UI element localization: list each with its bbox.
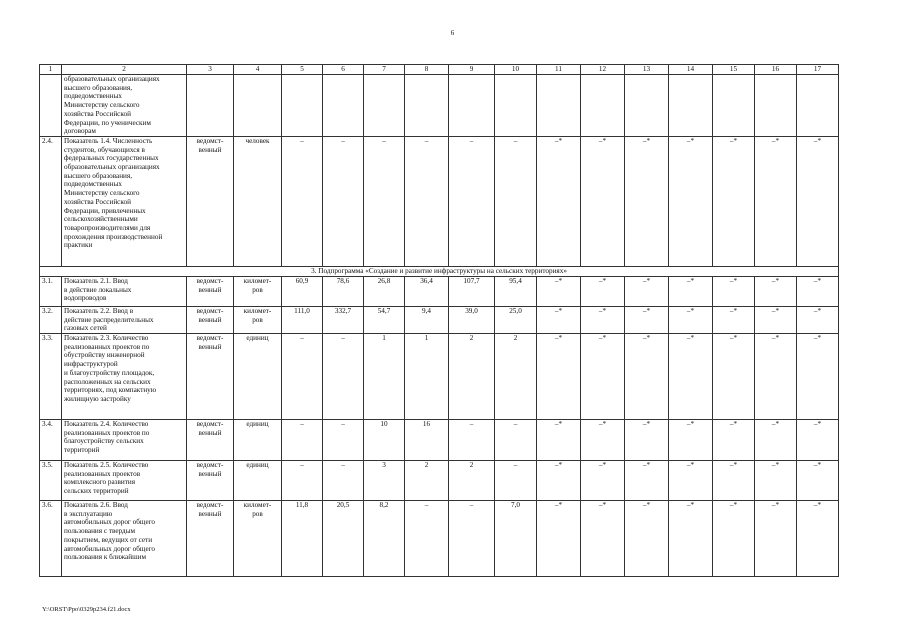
- value-cell: –*: [581, 334, 625, 420]
- indicator-type: [187, 75, 234, 137]
- value-cell: –*: [797, 334, 839, 420]
- value-cell: –*: [713, 420, 755, 461]
- value-cell: –*: [537, 461, 581, 501]
- value-cell: –*: [625, 501, 669, 577]
- value-cell: 11,8: [282, 501, 323, 577]
- value-cell: 25,0: [495, 306, 537, 333]
- value-cell: 111,0: [282, 306, 323, 333]
- column-number: 16: [755, 65, 797, 75]
- value-cell: 39,0: [449, 306, 495, 333]
- value-cell: 2: [449, 334, 495, 420]
- value-cell: [755, 75, 797, 137]
- value-cell: –*: [713, 501, 755, 577]
- value-cell: –*: [669, 306, 713, 333]
- value-cell: [405, 75, 449, 137]
- value-cell: 16: [405, 420, 449, 461]
- value-cell: –*: [797, 420, 839, 461]
- table-row: [40, 75, 839, 137]
- column-number: 7: [364, 65, 405, 75]
- value-cell: 26,8: [364, 276, 405, 306]
- column-number: 12: [581, 65, 625, 75]
- unit-of-measure: единиц: [234, 461, 282, 501]
- column-number: 10: [495, 65, 537, 75]
- value-cell: 1: [405, 334, 449, 420]
- section-heading-row: [40, 266, 839, 276]
- value-cell: 2: [449, 461, 495, 501]
- indicator-name: Показатель 2.4. Количество реализованных проектов по благоустройству сельских территорий: [62, 420, 187, 461]
- value-cell: –*: [537, 136, 581, 266]
- value-cell: –*: [755, 334, 797, 420]
- value-cell: –: [449, 136, 495, 266]
- indicator-name: Показатель 2.2. Ввод в действие распределительных газовых сетей: [62, 306, 187, 333]
- value-cell: [537, 75, 581, 137]
- indicator-name: образовательных организациях высшего образования, подведомственных Министерству сельского хозяйства Российской Федерации, по ученическим договорам: [62, 75, 187, 137]
- value-cell: –: [282, 461, 323, 501]
- row-number: 3.1.: [40, 276, 62, 306]
- value-cell: –*: [713, 136, 755, 266]
- value-cell: –*: [755, 136, 797, 266]
- value-cell: 9,4: [405, 306, 449, 333]
- value-cell: [495, 75, 537, 137]
- value-cell: [625, 75, 669, 137]
- indicator-type: ведомст- венный: [187, 461, 234, 501]
- indicator-type: ведомст- венный: [187, 276, 234, 306]
- value-cell: –*: [625, 276, 669, 306]
- column-number: 1: [40, 65, 62, 75]
- value-cell: 20,5: [323, 501, 364, 577]
- value-cell: –: [323, 461, 364, 501]
- value-cell: 107,7: [449, 276, 495, 306]
- indicator-name: Показатель 1.4. Численность студентов, обучающихся в федеральных государственных образовательных организациях высшего образования, подведомственных Министерству сельского хозяйства Российской Федерации, привлеченных сельскохозяйственными товаропроизводителями для прохождения производственной практики: [62, 136, 187, 266]
- column-number: 8: [405, 65, 449, 75]
- value-cell: –*: [669, 136, 713, 266]
- value-cell: –*: [581, 276, 625, 306]
- value-cell: –*: [755, 276, 797, 306]
- value-cell: [669, 75, 713, 137]
- column-number: 4: [234, 65, 282, 75]
- column-number: 15: [713, 65, 755, 75]
- value-cell: –: [282, 136, 323, 266]
- value-cell: –: [449, 501, 495, 577]
- column-number: 3: [187, 65, 234, 75]
- value-cell: 54,7: [364, 306, 405, 333]
- table-row: [40, 334, 839, 420]
- unit-of-measure: единиц: [234, 420, 282, 461]
- unit-of-measure: [234, 75, 282, 137]
- value-cell: –*: [755, 306, 797, 333]
- value-cell: 2: [405, 461, 449, 501]
- value-cell: [581, 75, 625, 137]
- value-cell: –: [364, 136, 405, 266]
- row-number: 3.4.: [40, 420, 62, 461]
- value-cell: [282, 75, 323, 137]
- value-cell: –: [405, 501, 449, 577]
- value-cell: [797, 75, 839, 137]
- unit-of-measure: человек: [234, 136, 282, 266]
- indicator-type: ведомст- венный: [187, 334, 234, 420]
- value-cell: –*: [581, 501, 625, 577]
- value-cell: –*: [669, 276, 713, 306]
- indicator-name: Показатель 2.5. Количество реализованных проектов комплексного развития сельских территорий: [62, 461, 187, 501]
- value-cell: –*: [537, 276, 581, 306]
- section-heading: 3. Подпрограмма «Создание и развитие инфраструктуры на сельских территориях»: [40, 266, 839, 276]
- table-row: [40, 136, 839, 266]
- page-number: 6: [450, 29, 455, 37]
- value-cell: –*: [537, 420, 581, 461]
- unit-of-measure: километ- ров: [234, 276, 282, 306]
- column-number: 11: [537, 65, 581, 75]
- value-cell: –*: [581, 306, 625, 333]
- indicator-name: Показатель 2.6. Ввод в эксплуатацию автомобильных дорог общего пользования с твердым покрытием, ведущих от сети автомобильных дорог общего пользования к ближайшим: [62, 501, 187, 577]
- value-cell: –*: [537, 334, 581, 420]
- value-cell: 78,6: [323, 276, 364, 306]
- column-number-row: [40, 65, 839, 75]
- table-row: [40, 461, 839, 501]
- column-number: 14: [669, 65, 713, 75]
- value-cell: –*: [713, 306, 755, 333]
- value-cell: [713, 75, 755, 137]
- indicator-name: Показатель 2.1. Ввод в действие локальных водопроводов: [62, 276, 187, 306]
- value-cell: –: [449, 420, 495, 461]
- value-cell: –*: [625, 420, 669, 461]
- value-cell: –*: [797, 461, 839, 501]
- value-cell: –*: [669, 501, 713, 577]
- row-number: 3.5.: [40, 461, 62, 501]
- value-cell: –*: [581, 136, 625, 266]
- value-cell: –*: [669, 334, 713, 420]
- row-number: [40, 75, 62, 137]
- unit-of-measure: километ- ров: [234, 306, 282, 333]
- value-cell: –*: [625, 334, 669, 420]
- column-number: 13: [625, 65, 669, 75]
- value-cell: –: [323, 420, 364, 461]
- row-number: 3.3.: [40, 334, 62, 420]
- value-cell: 10: [364, 420, 405, 461]
- value-cell: –*: [581, 461, 625, 501]
- value-cell: –*: [755, 420, 797, 461]
- value-cell: –*: [713, 461, 755, 501]
- value-cell: –*: [669, 461, 713, 501]
- value-cell: –: [282, 420, 323, 461]
- value-cell: –*: [713, 334, 755, 420]
- value-cell: 2: [495, 334, 537, 420]
- table-row: [40, 420, 839, 461]
- unit-of-measure: километ- ров: [234, 501, 282, 577]
- value-cell: –*: [755, 461, 797, 501]
- file-path-footer: Y:\ORST\Ppo\0329p234.f21.docx: [42, 606, 131, 613]
- indicator-type: ведомст- венный: [187, 501, 234, 577]
- value-cell: –*: [537, 306, 581, 333]
- value-cell: –*: [625, 306, 669, 333]
- indicator-type: ведомст- венный: [187, 306, 234, 333]
- value-cell: 7,0: [495, 501, 537, 577]
- value-cell: –: [495, 420, 537, 461]
- value-cell: 60,9: [282, 276, 323, 306]
- table-row: [40, 306, 839, 333]
- column-number: 9: [449, 65, 495, 75]
- value-cell: –*: [669, 420, 713, 461]
- value-cell: –: [495, 461, 537, 501]
- value-cell: –*: [755, 501, 797, 577]
- value-cell: –*: [797, 136, 839, 266]
- indicator-name: Показатель 2.3. Количество реализованных проектов по обустройству инженерной инфраструктурой и благоустройству площадок, расположенных на сельских территориях, под компактную жилищную застройку: [62, 334, 187, 420]
- value-cell: –*: [797, 276, 839, 306]
- value-cell: –*: [797, 501, 839, 577]
- row-number: 3.6.: [40, 501, 62, 577]
- indicator-type: ведомст- венный: [187, 136, 234, 266]
- row-number: 2.4.: [40, 136, 62, 266]
- value-cell: –: [323, 136, 364, 266]
- value-cell: 8,2: [364, 501, 405, 577]
- value-cell: –*: [713, 276, 755, 306]
- column-number: 17: [797, 65, 839, 75]
- indicator-type: ведомст- венный: [187, 420, 234, 461]
- row-number: 3.2.: [40, 306, 62, 333]
- value-cell: [364, 75, 405, 137]
- value-cell: –*: [581, 420, 625, 461]
- value-cell: –: [323, 334, 364, 420]
- value-cell: –: [405, 136, 449, 266]
- value-cell: 95,4: [495, 276, 537, 306]
- value-cell: 3: [364, 461, 405, 501]
- value-cell: –*: [625, 136, 669, 266]
- value-cell: 332,7: [323, 306, 364, 333]
- column-number: 5: [282, 65, 323, 75]
- value-cell: –*: [625, 461, 669, 501]
- value-cell: [449, 75, 495, 137]
- column-number: 6: [323, 65, 364, 75]
- value-cell: –: [495, 136, 537, 266]
- value-cell: 36,4: [405, 276, 449, 306]
- table-row: [40, 501, 839, 577]
- value-cell: 1: [364, 334, 405, 420]
- column-number: 2: [62, 65, 187, 75]
- unit-of-measure: единиц: [234, 334, 282, 420]
- value-cell: [323, 75, 364, 137]
- value-cell: –: [282, 334, 323, 420]
- table-row: [40, 276, 839, 306]
- indicators-table: [39, 64, 839, 577]
- value-cell: –*: [537, 501, 581, 577]
- value-cell: –*: [797, 306, 839, 333]
